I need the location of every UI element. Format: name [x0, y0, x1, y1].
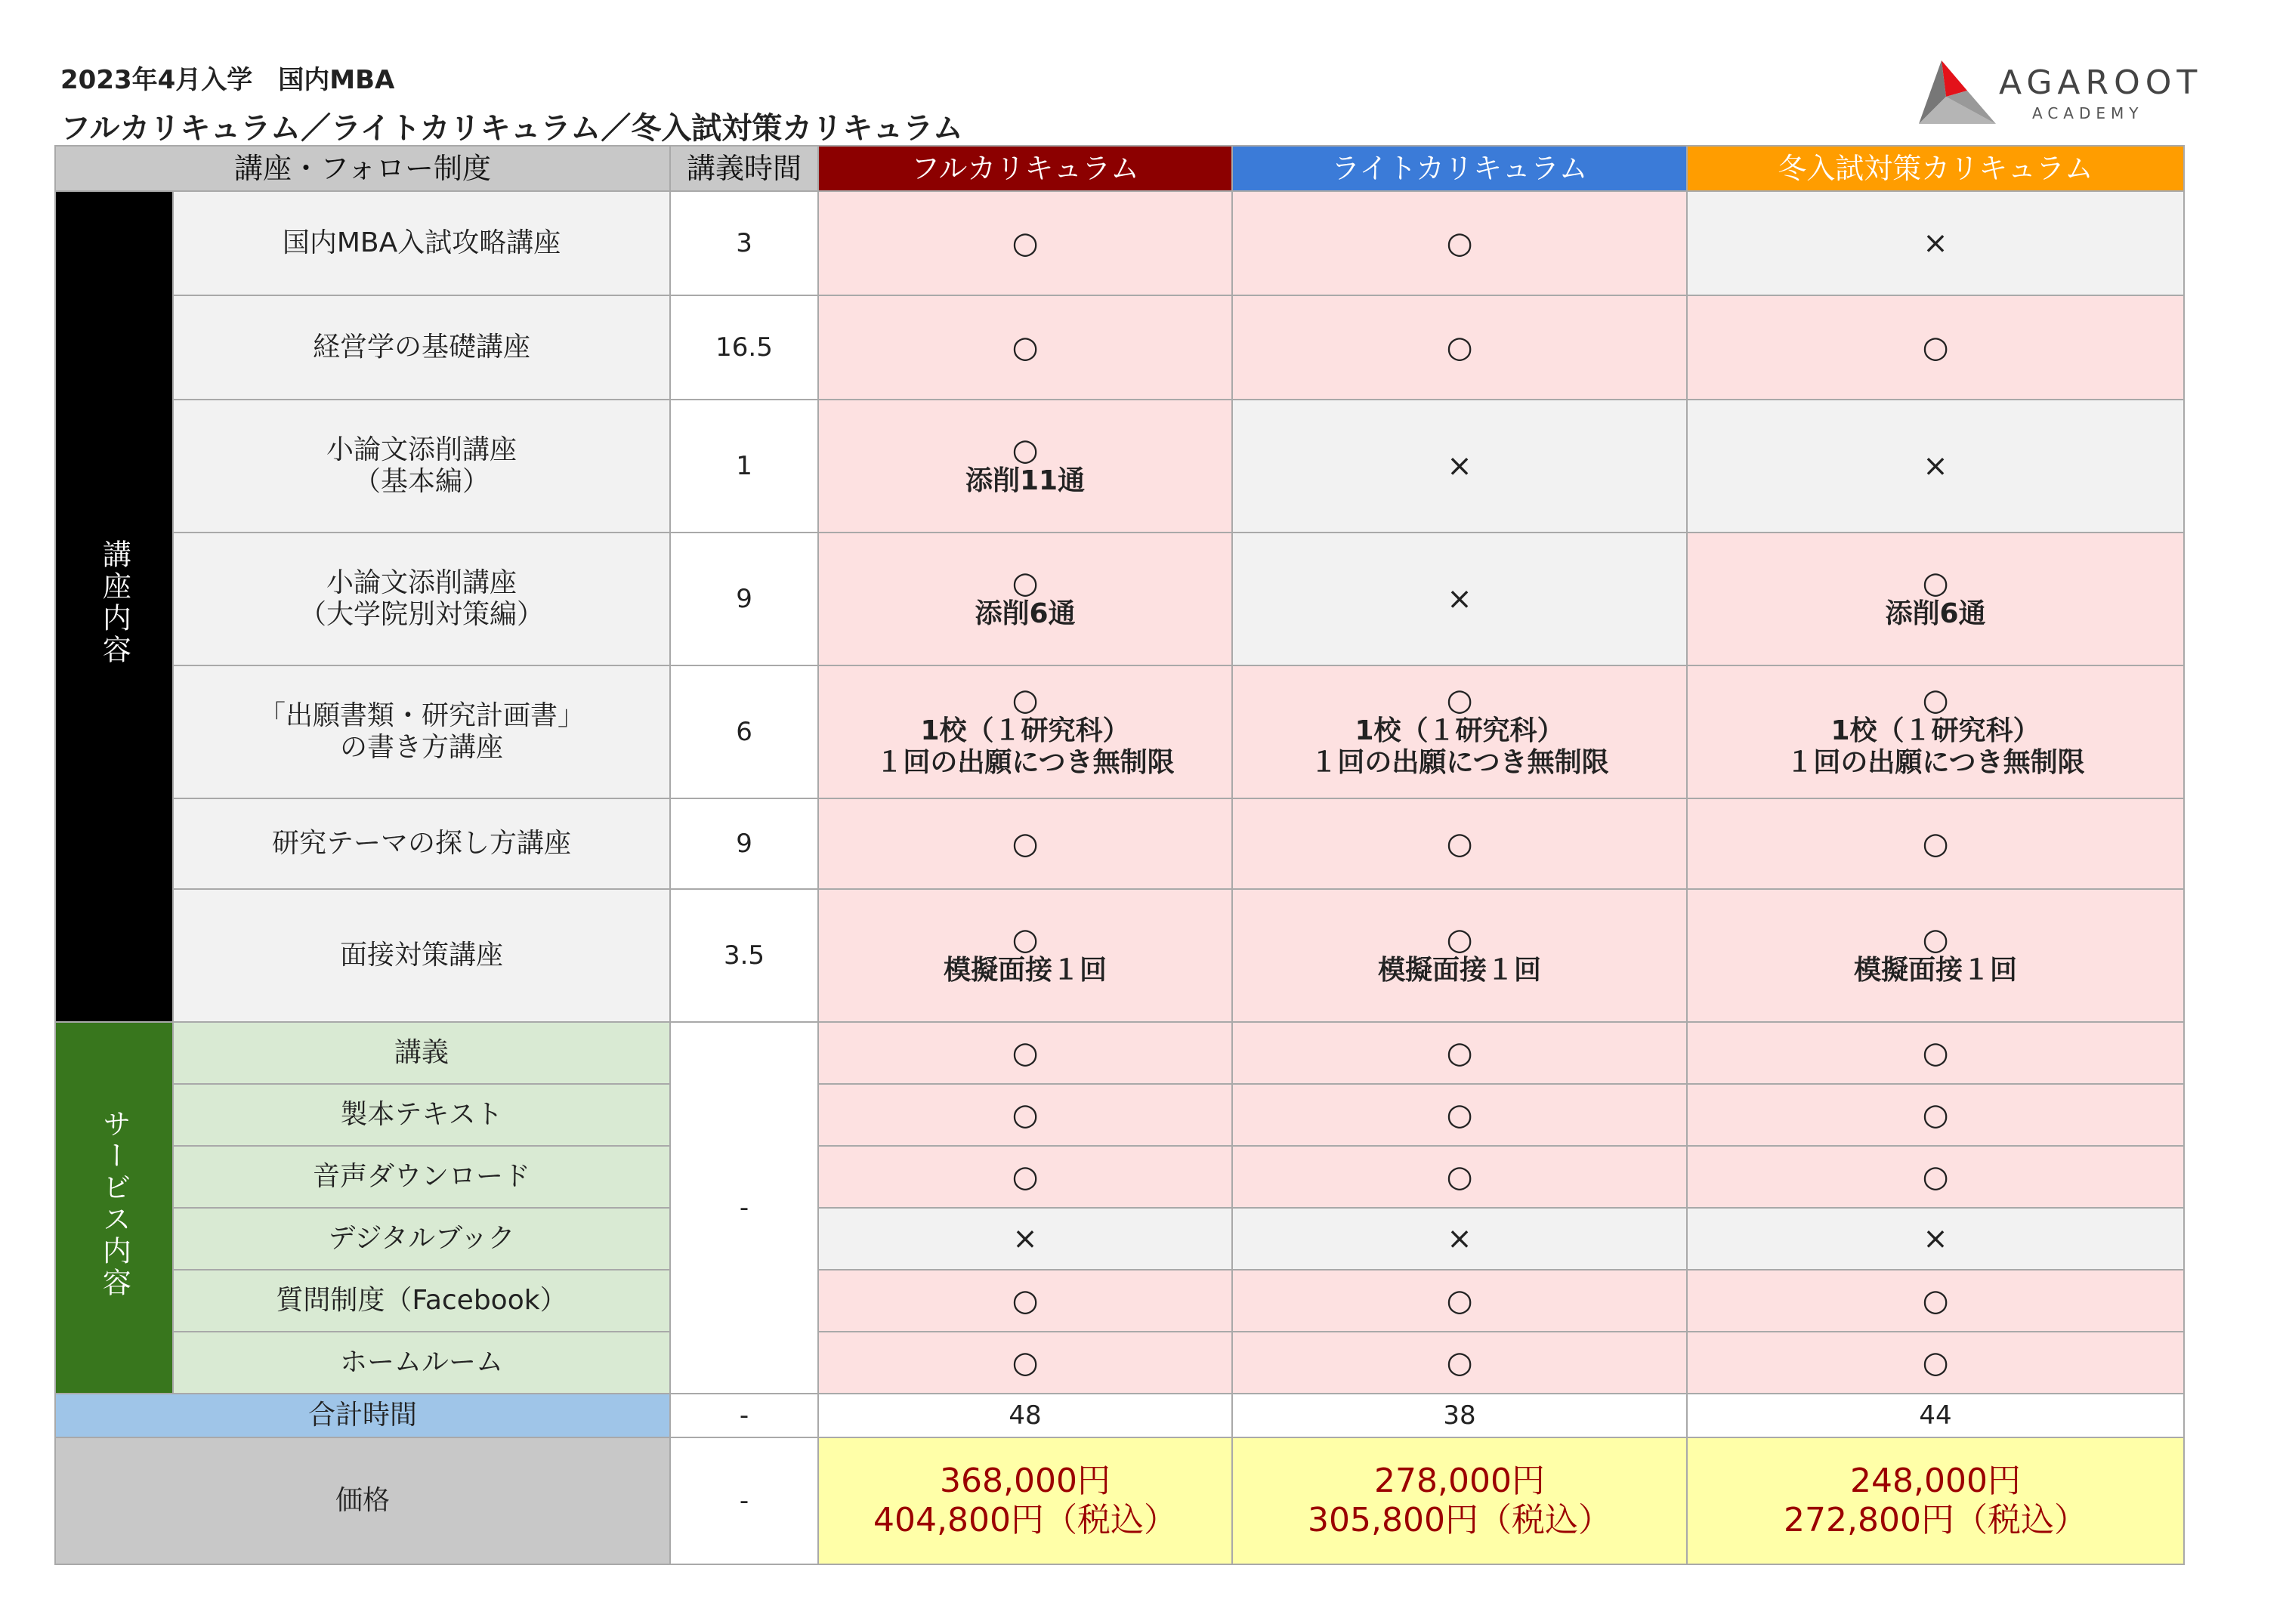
course-hours: 1 [670, 400, 818, 533]
table-row [55, 1270, 2184, 1332]
cell-full: ○ 1校（１研究科） １回の出願につき無制限 [818, 665, 1232, 798]
course-hours: 6 [670, 665, 818, 798]
service-hours: - [670, 1022, 818, 1394]
total-row [55, 1394, 2184, 1437]
logo-subtitle: ACADEMY [2032, 104, 2144, 122]
cell-full: × [818, 1208, 1232, 1270]
price-winter: 248,000円 272,800円（税込） [1687, 1437, 2184, 1564]
course-name: 小論文添削講座 （大学院別対策編） [173, 533, 670, 665]
total-full: 48 [818, 1394, 1232, 1437]
table-header-row [55, 146, 2184, 191]
cell-light: × [1232, 1208, 1687, 1270]
service-name: デジタルブック [173, 1208, 670, 1270]
cell-full: ○ 添削11通 [818, 400, 1232, 533]
cell-light: ○ 1校（１研究科） １回の出願につき無制限 [1232, 665, 1687, 798]
curriculum-table [54, 145, 2185, 1565]
page-subtitle: フルカリキュラム／ライトカリキュラム／冬入試対策カリキュラム [60, 111, 963, 146]
price-label: 価格 [55, 1437, 670, 1564]
header-full-curriculum: フルカリキュラム [818, 146, 1232, 191]
course-hours: 16.5 [670, 295, 818, 400]
logo-wordmark: AGAROOT [1999, 63, 2203, 102]
table-row [55, 1332, 2184, 1394]
course-name: 小論文添削講座 （基本編） [173, 400, 670, 533]
course-name: 経営学の基礎講座 [173, 295, 670, 400]
cell-full: ○ [818, 1270, 1232, 1332]
course-name: 研究テーマの探し方講座 [173, 798, 670, 889]
course-hours: 3.5 [670, 889, 818, 1022]
course-hours: 3 [670, 191, 818, 295]
cell-full: ○ [818, 295, 1232, 400]
table-row [55, 1146, 2184, 1208]
header-winter-curriculum: 冬入試対策カリキュラム [1687, 146, 2184, 191]
service-name: 講義 [173, 1022, 670, 1084]
table-row [55, 665, 2184, 798]
price-full: 368,000円 404,800円（税込） [818, 1437, 1232, 1564]
cell-full: ○ 添削6通 [818, 533, 1232, 665]
cell-light: ○ [1232, 1270, 1687, 1332]
cell-winter: ○ [1687, 295, 2184, 400]
cell-light: ○ [1232, 1332, 1687, 1394]
cell-winter: × [1687, 1208, 2184, 1270]
cell-light: × [1232, 400, 1687, 533]
header-light-curriculum: ライトカリキュラム [1232, 146, 1687, 191]
cell-full: ○ [818, 1084, 1232, 1146]
course-hours: 9 [670, 533, 818, 665]
table-row [55, 191, 2184, 295]
price-hours: - [670, 1437, 818, 1564]
table-row [55, 1208, 2184, 1270]
cell-winter: ○ [1687, 798, 2184, 889]
cell-full: ○ [818, 1332, 1232, 1394]
cell-light: ○ [1232, 295, 1687, 400]
section-label-services: サービス内容 [55, 1022, 173, 1394]
section-label-courses: 講座内容 [55, 191, 173, 1022]
cell-winter: ○ [1687, 1084, 2184, 1146]
cell-winter: × [1687, 191, 2184, 295]
price-light: 278,000円 305,800円（税込） [1232, 1437, 1687, 1564]
cell-full: ○ 模擬面接１回 [818, 889, 1232, 1022]
service-name: 質問制度（Facebook） [173, 1270, 670, 1332]
cell-winter: × [1687, 400, 2184, 533]
total-winter: 44 [1687, 1394, 2184, 1437]
course-hours: 9 [670, 798, 818, 889]
cell-light: ○ [1232, 1084, 1687, 1146]
table-row [55, 798, 2184, 889]
price-row [55, 1437, 2184, 1564]
cell-winter: ○ 1校（１研究科） １回の出願につき無制限 [1687, 665, 2184, 798]
cell-light: ○ [1232, 1146, 1687, 1208]
cell-light: ○ [1232, 1022, 1687, 1084]
course-name: 国内MBA入試攻略講座 [173, 191, 670, 295]
cell-full: ○ [818, 798, 1232, 889]
table-row [55, 1084, 2184, 1146]
course-name: 面接対策講座 [173, 889, 670, 1022]
total-hours: - [670, 1394, 818, 1437]
cell-light: × [1232, 533, 1687, 665]
header-course: 講座・フォロー制度 [55, 146, 670, 191]
table-row [55, 400, 2184, 533]
cell-full: ○ [818, 1022, 1232, 1084]
cell-light: ○ [1232, 798, 1687, 889]
agaroot-logo [1919, 57, 2203, 133]
total-light: 38 [1232, 1394, 1687, 1437]
table-row [55, 1022, 2184, 1084]
service-name: 音声ダウンロード [173, 1146, 670, 1208]
service-name: ホームルーム [173, 1332, 670, 1394]
cell-full: ○ [818, 1146, 1232, 1208]
header-hours: 講義時間 [670, 146, 818, 191]
cell-winter: ○ [1687, 1332, 2184, 1394]
service-name: 製本テキスト [173, 1084, 670, 1146]
cell-winter: ○ [1687, 1270, 2184, 1332]
cell-full: ○ [818, 191, 1232, 295]
table-row [55, 295, 2184, 400]
cell-winter: ○ 模擬面接１回 [1687, 889, 2184, 1022]
cell-winter: ○ [1687, 1022, 2184, 1084]
page-title: 2023年4月入学 国内MBA [60, 65, 395, 95]
table-row [55, 889, 2184, 1022]
logo-triangle-icon [1919, 57, 1997, 127]
cell-winter: ○ 添削6通 [1687, 533, 2184, 665]
total-label: 合計時間 [55, 1394, 670, 1437]
table-row [55, 533, 2184, 665]
course-name: 「出願書類・研究計画書」 の書き方講座 [173, 665, 670, 798]
cell-light: ○ 模擬面接１回 [1232, 889, 1687, 1022]
cell-light: ○ [1232, 191, 1687, 295]
cell-winter: ○ [1687, 1146, 2184, 1208]
